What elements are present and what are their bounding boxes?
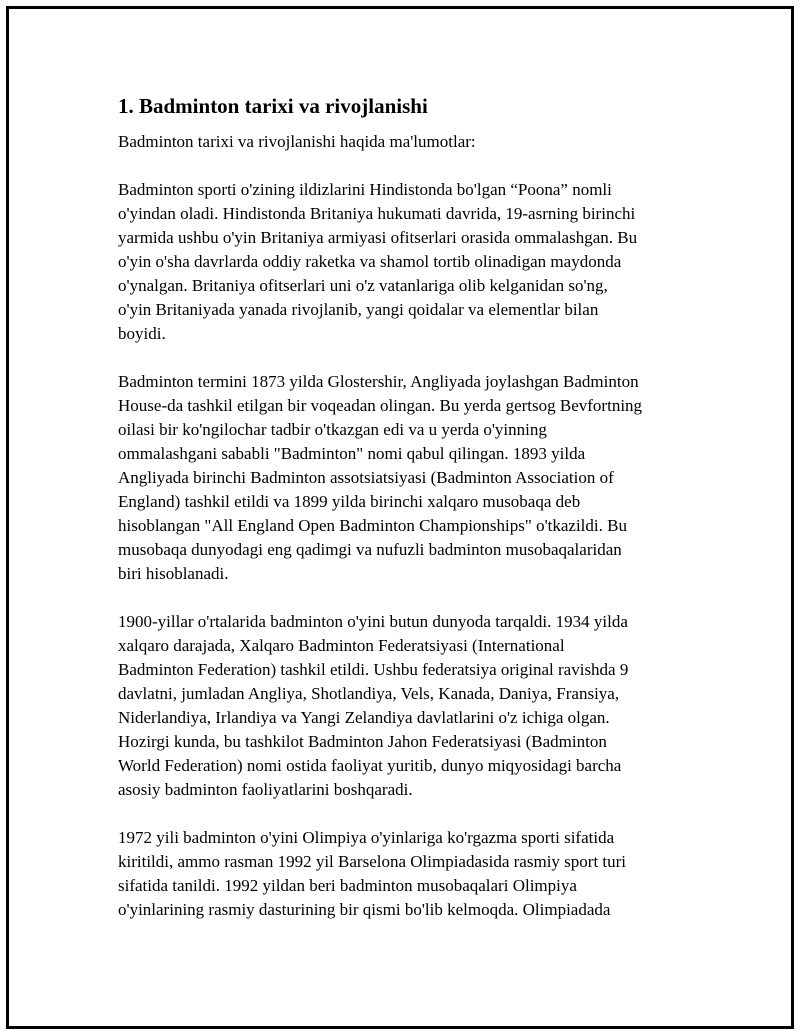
paragraph-line: Badminton termini 1873 yilda Glostershir, Angliyada joylashgan Badminton: [118, 372, 639, 391]
paragraph: [118, 610, 698, 802]
paragraph-line: Badminton sporti o'zining ildizlarini Hindistonda bo'lgan “Poona” nomli: [118, 180, 612, 199]
paragraph-line: kiritildi, ammo rasman 1992 yil Barselona Olimpiadasida rasmiy sport turi: [118, 852, 627, 871]
paragraph-line: ommalashgani sababli "Badminton" nomi qabul qilingan. 1893 yilda: [118, 444, 586, 463]
paragraph-list: [118, 178, 698, 922]
paragraph-line: o'yin o'sha davrlarda oddiy raketka va shamol tortib olinadigan maydonda: [118, 252, 622, 271]
paragraph: [118, 826, 698, 922]
paragraph-line: 1972 yili badminton o'yini Olimpiya o'yinlariga ko'rgazma sporti sifatida: [118, 828, 615, 847]
paragraph-line: musobaqa dunyodagi eng qadimgi va nufuzli badminton musobaqalaridan: [118, 540, 622, 559]
paragraph-line: biri hisoblanadi.: [118, 564, 229, 583]
paragraph-line: 1900-yillar o'rtalarida badminton o'yini butun dunyoda tarqaldi. 1934 yilda: [118, 612, 628, 631]
paragraph-line: o'ynalgan. Britaniya ofitserlari uni o'z vatanlariga olib kelganidan so'ng,: [118, 276, 608, 295]
section-heading: 1. Badminton tarixi va rivojlanishi: [118, 94, 428, 118]
paragraph-line: xalqaro darajada, Xalqaro Badminton Federatsiyasi (International: [118, 636, 565, 655]
paragraph-line: Angliyada birinchi Badminton assotsiatsiyasi (Badminton Association of: [118, 468, 614, 487]
paragraph-line: yarmida ushbu o'yin Britaniya armiyasi ofitserlari orasida ommalashgan. Bu: [118, 228, 638, 247]
paragraph-line: o'yindan oladi. Hindistonda Britaniya hukumati davrida, 19-asrning birinchi: [118, 204, 636, 223]
paragraph-line: o'yin Britaniyada yanada rivojlanib, yangi qoidalar va elementlar bilan: [118, 300, 599, 319]
paragraph: [118, 370, 698, 586]
paragraph-line: oilasi bir ko'ngilochar tadbir o'tkazgan edi va u yerda o'yinning: [118, 420, 547, 439]
paragraph-line: World Federation) nomi ostida faoliyat yuritib, dunyo miqyosidagi barcha: [118, 756, 622, 775]
paragraph-line: Badminton Federation) tashkil etildi. Ushbu federatsiya original ravishda 9: [118, 660, 629, 679]
paragraph-line: Hozirgi kunda, bu tashkilot Badminton Jahon Federatsiyasi (Badminton: [118, 732, 607, 751]
paragraph-line: sifatida tanildi. 1992 yildan beri badminton musobaqalari Olimpiya: [118, 876, 577, 895]
paragraph-line: boyidi.: [118, 324, 166, 343]
paragraph-line: asosiy badminton faoliyatlarini boshqaradi.: [118, 780, 413, 799]
paragraph-line: Niderlandiya, Irlandiya va Yangi Zelandiya davlatlarini o'z ichiga olgan.: [118, 708, 610, 727]
paragraph-line: hisoblangan "All England Open Badminton Championships" o'tkazildi. Bu: [118, 516, 627, 535]
paragraph-line: House-da tashkil etilgan bir voqeadan olingan. Bu yerda gertsog Bevfortning: [118, 396, 643, 415]
paragraph: [118, 178, 698, 346]
paragraph-line: England) tashkil etildi va 1899 yilda birinchi xalqaro musobaqa deb: [118, 492, 581, 511]
paragraph-line: o'yinlarining rasmiy dasturining bir qismi bo'lib kelmoqda. Olimpiadada: [118, 900, 611, 919]
intro-text: Badminton tarixi va rivojlanishi haqida ma'lumotlar:: [118, 132, 476, 151]
document-body: [118, 93, 698, 946]
paragraph-line: davlatni, jumladan Angliya, Shotlandiya, Vels, Kanada, Daniya, Fransiya,: [118, 684, 620, 703]
